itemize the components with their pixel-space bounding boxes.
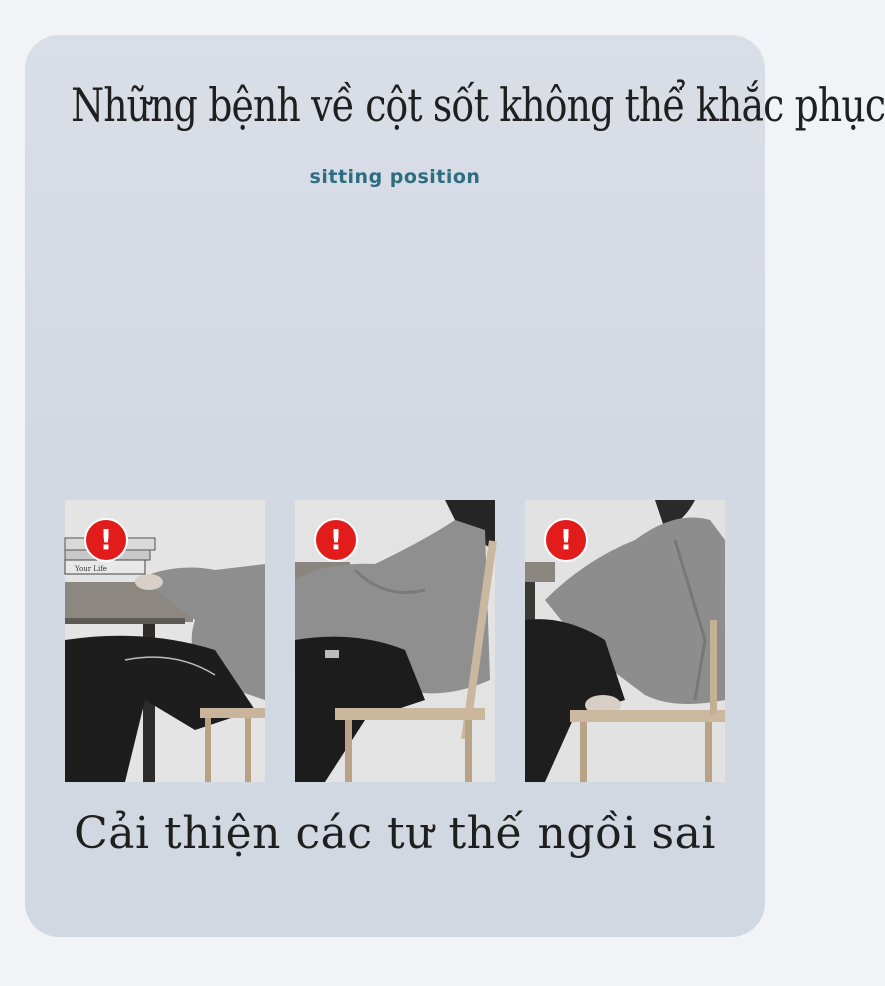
book-text: Your Life (75, 565, 107, 573)
page-subtitle: sitting position (309, 166, 481, 188)
exclamation-icon: ! (84, 518, 128, 562)
exclamation-icon: ! (314, 518, 358, 562)
footer-caption: Cải thiện các tư thế ngồi sai (74, 808, 716, 859)
exclamation-icon: ! (544, 518, 588, 562)
page-title: Những bệnh về cột sốt không thể khắc phục (71, 78, 885, 132)
